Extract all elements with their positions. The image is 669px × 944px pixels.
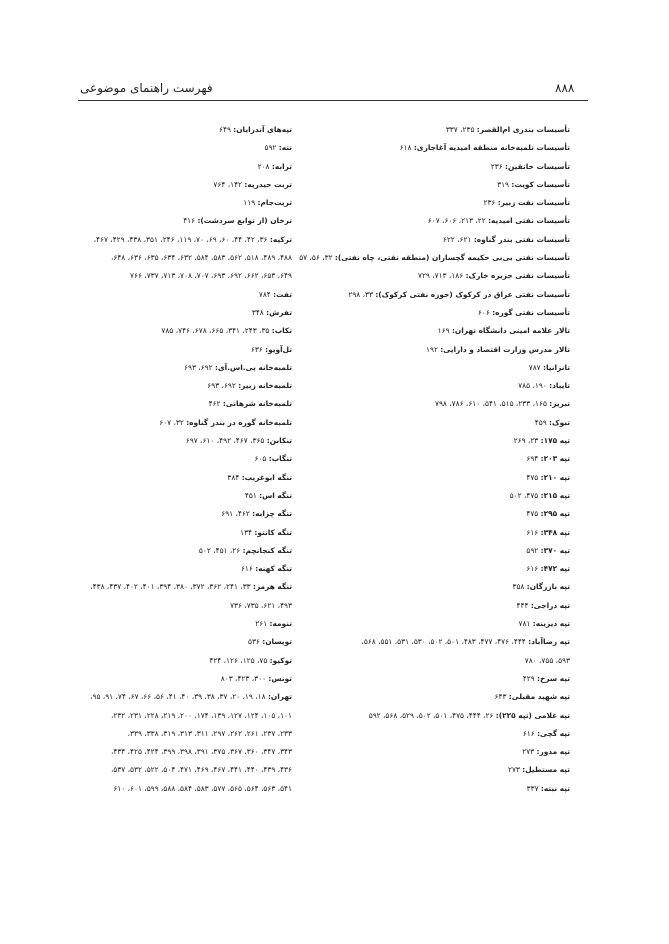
index-term: تپه ۲۹۵:: [540, 509, 570, 519]
index-term: تکاب:: [271, 326, 292, 336]
index-entry: [70, 780, 292, 798]
index-pages: ۳۶۵، ۴۶۷، ۴۹۲، ۶۱۰، ۶۹۷: [185, 436, 267, 446]
index-pages: ۶۹۲، ۶۹۳: [207, 381, 239, 391]
index-term: تلمبه‌خانه گوره در بندر گناوه:: [186, 417, 292, 427]
index-pages: ۶۰۶: [477, 307, 493, 317]
index-pages: ۵۹۲: [264, 143, 279, 153]
index-term: تلمبه‌خانه شرهانی:: [222, 399, 292, 409]
index-entry: [70, 432, 292, 450]
index-term: تنگه اس:: [259, 490, 292, 500]
index-term: تنگه کانتو:: [254, 527, 292, 537]
index-pages: ۶۴۹، ۶۵۳، ۶۶۲، ۶۹۲، ۶۹۳، ۷۰۷، ۷۰۸، ۷۱۳، ۷۳۷، ۷۶۶: [130, 271, 292, 281]
index-term: تنگه چزابه:: [252, 509, 292, 519]
index-pages: ۶۲۱، ۶۲۲: [442, 234, 474, 244]
index-entry: [338, 652, 570, 670]
index-entry: [338, 322, 570, 340]
index-pages: ۶۱۶: [522, 728, 538, 738]
index-term: تربت حیدریه:: [244, 179, 292, 189]
index-term: تنکابن:: [266, 436, 292, 446]
header-divider: [78, 100, 588, 101]
index-entry: [338, 176, 570, 194]
index-entry: [338, 578, 570, 596]
index-pages: ۶۱۶: [240, 564, 256, 574]
index-term: تهران:: [267, 692, 292, 702]
index-pages: ۴۲۹: [522, 673, 537, 683]
index-entry: [70, 341, 292, 359]
index-term: توکیو:: [269, 655, 292, 665]
index-entry: [70, 139, 292, 157]
index-term: تپه غلامی (تپه ۲۲۵):: [495, 710, 570, 720]
index-entry: [338, 158, 570, 176]
index-term: تویسان:: [262, 637, 292, 647]
index-entry: [70, 395, 292, 413]
index-entry: [338, 139, 570, 157]
index-term: تپه ۳۴۸:: [540, 527, 570, 537]
index-entry: [338, 212, 570, 230]
index-entry: [338, 615, 570, 633]
index-column-left: [70, 121, 292, 798]
index-entry: [338, 395, 570, 413]
index-pages: ۴۸۸، ۴۸۹، ۵۱۸، ۵۶۲، ۵۸۳، ۵۸۴، ۶۳۲، ۶۳۴، ۶۳۵، ۶۳۶، ۶۴۸،: [110, 253, 292, 263]
index-term: تأسیسات نفتی بی‌بی حکیمه گچساران (منطقه نفتی، چاه نفتی):: [334, 253, 570, 263]
index-pages: ۱۸، ۱۹، ۲۰، ۳۷، ۳۸، ۳۹، ۴۰، ۴۱، ۵۶، ۶۶، ۶۷، ۷۴، ۹۱، ۹۵،: [90, 692, 268, 702]
index-term: تالار علامه امینی دانشگاه تهران:: [451, 326, 570, 336]
index-entry: [70, 267, 292, 285]
index-entry: [70, 414, 292, 432]
index-entry: [70, 158, 292, 176]
index-entry: [70, 377, 292, 395]
index-term: تنگه کنجانچم:: [242, 545, 292, 555]
index-pages: ۳۲، ۶۰۷: [159, 417, 187, 427]
index-entry: [338, 505, 570, 523]
index-entry: [70, 542, 292, 560]
index-term: تپه مدور:: [536, 747, 570, 757]
index-pages: ۴۷۵، ۵۰۲: [509, 490, 541, 500]
index-pages: ۴۴۴، ۴۷۶، ۴۷۷، ۴۸۳، ۵۰۱، ۵۰۲، ۵۳۰، ۵۳۱، ۵۵۱، ۵۶۸،: [361, 637, 529, 647]
index-term: تپه نبته:: [540, 783, 570, 793]
index-entry: [70, 652, 292, 670]
index-pages: ۲۶۱: [255, 619, 270, 629]
index-pages: ۱۶۹: [437, 326, 452, 336]
index-pages: ۱۴۲، ۷۶۴: [213, 179, 245, 189]
index-pages: ۳۴۸: [251, 307, 267, 317]
index-pages: ۳۱۹: [497, 179, 512, 189]
index-entry: [70, 469, 292, 487]
index-term: تالار مدرس وزارت اقتصاد و دارایی:: [440, 344, 570, 354]
index-entry: [338, 432, 570, 450]
index-entry: [70, 597, 292, 615]
index-term: تپه شهید مقبلی:: [508, 692, 570, 702]
index-entry: [70, 176, 292, 194]
index-pages: ۱۳۴: [240, 527, 255, 537]
index-pages: ۴۹۳، ۶۲۱، ۷۳۵، ۷۳۶: [230, 600, 292, 610]
index-pages: ۲۲، ۲۱۳، ۶۰۶، ۶۰۷: [427, 216, 489, 226]
index-pages: ۵۳۶: [247, 637, 263, 647]
index-entry: [338, 761, 570, 779]
index-term: تأسیسات نفتی گوره:: [492, 307, 570, 317]
index-entry: [70, 487, 292, 505]
index-term: تپه مستطیل:: [522, 765, 570, 775]
index-entry: [338, 286, 570, 304]
index-term: تأسیسات کویت:: [511, 179, 570, 189]
index-pages: ۴۴۴: [516, 600, 531, 610]
index-term: تربت‌جام:: [257, 198, 292, 208]
index-term: تنگه ابوغریب:: [241, 472, 292, 482]
index-entry: [70, 761, 292, 779]
index-entry: [70, 633, 292, 651]
index-pages: ۶۴۳: [494, 692, 509, 702]
index-pages: ۱۶۵، ۲۳۳، ۵۱۵، ۵۴۱، ۶۱۰، ۷۸۶، ۷۹۸: [434, 399, 550, 409]
index-pages: ۲۳۳، ۲۳۷، ۲۶۱، ۲۶۲، ۲۹۷، ۳۱۱، ۳۱۳، ۳۱۹، ۳۳۸، ۳۳۹،: [127, 728, 292, 738]
index-entry: [338, 560, 570, 578]
index-entry: [70, 304, 292, 322]
index-term: تبریز:: [549, 399, 570, 409]
index-entry: [338, 341, 570, 359]
index-term: تپه دیزینه:: [532, 619, 570, 629]
index-pages: ۳۲، ۵۶، ۵۷: [299, 253, 335, 263]
index-pages: ۱۹۲: [426, 344, 441, 354]
index-pages: ۲۷۳: [507, 765, 523, 775]
index-column-right: [299, 121, 570, 798]
index-entry: [338, 231, 570, 249]
index-pages: ۲۳۶: [483, 198, 498, 208]
index-pages: ۳۳۷: [526, 783, 541, 793]
index-term: تایباد:: [549, 381, 570, 391]
index-term: تپه‌های آندرایان:: [233, 125, 292, 134]
index-pages: ۶۱۶: [526, 564, 541, 574]
index-pages: ۵۹۲: [526, 545, 541, 555]
index-pages: ۶۹۴: [526, 454, 541, 464]
index-entry: [338, 707, 570, 725]
index-entry: [70, 743, 292, 761]
index-pages: ۶۴۹: [219, 125, 234, 134]
index-pages: ۳۸۴: [227, 472, 242, 482]
index-pages: ۴۷۵: [526, 472, 541, 482]
index-entry: [338, 487, 570, 505]
index-entry: [338, 267, 570, 285]
index-entry: [70, 578, 292, 596]
index-term: تپه ۲۱۰:: [540, 472, 570, 482]
index-term: تلمبه‌خانه زبیر:: [238, 381, 292, 391]
index-pages: ۱۰۱، ۱۰۵، ۱۲۴، ۱۲۷، ۱۳۹، ۱۷۴، ۲۰۰، ۲۱۹، ۲۲۸، ۲۳۱، ۲۳۲،: [110, 710, 292, 720]
index-term: تأسیسات نفتی امیدیه:: [488, 216, 570, 226]
index-entry: [70, 359, 292, 377]
index-entry: [338, 670, 570, 688]
page-number: ۸۸۸: [555, 81, 575, 95]
index-term: تبوک:: [549, 417, 570, 427]
index-pages: ۳۳، ۲۴۱، ۳۶۲، ۳۷۲، ۳۸۰، ۳۹۴، ۴۰۱، ۴۰۲، ۴۳۷، ۴۳۸،: [90, 582, 253, 592]
index-entry: [70, 615, 292, 633]
index-pages: ۶۹۲، ۶۹۳: [184, 362, 215, 372]
index-term: تأسیسات تلمبه‌خانه منطقه امیدیه آغاجاری:: [413, 143, 570, 153]
index-pages: ۴۵۹: [534, 417, 550, 427]
index-term: تپه رضاآباد:: [528, 637, 570, 647]
index-entry: [338, 597, 570, 615]
index-entry: [338, 688, 570, 706]
index-term: تأسیسات خانقین:: [505, 161, 570, 171]
index-entry: [70, 212, 292, 230]
index-entry: [70, 249, 292, 267]
index-term: تپه ۴۷۲:: [540, 564, 570, 574]
index-entry: [70, 121, 292, 139]
index-entry: [70, 505, 292, 523]
index-entry: [70, 707, 292, 725]
index-term: ترابه:: [271, 161, 292, 171]
index-pages: ۳۵، ۲۴۳، ۳۴۱، ۶۶۵، ۶۷۸، ۷۴۶، ۷۸۵: [161, 326, 272, 336]
index-pages: ۵۴۱، ۵۶۳، ۵۶۴، ۵۶۵، ۵۷۷، ۵۸۳، ۵۸۴، ۵۸۸، ۵۹۹، ۶۰۱، ۶۱۰: [113, 783, 292, 793]
index-term: تپه ۲۰۳:: [540, 454, 570, 464]
index-pages: ۳۶، ۴۲، ۴۴، ۶۰، ۶۹، ۷۰، ۱۱۹، ۲۴۶، ۳۵۱، ۴۳۸، ۴۲۹، ۴۶۷،: [93, 234, 270, 244]
index-term: تپه دراجی:: [530, 600, 570, 610]
index-term: تأسیسات نفتی بندر گناوه:: [473, 234, 570, 244]
index-pages: ۷۸۴: [258, 289, 274, 299]
index-entry: [338, 121, 570, 139]
index-pages: ۲۳۶: [490, 161, 506, 171]
index-term: تفت:: [273, 289, 292, 299]
index-pages: ۴۶۲، ۶۹۱: [221, 509, 253, 519]
index-entry: [338, 780, 570, 798]
index-entry: [70, 322, 292, 340]
index-entry: [338, 359, 570, 377]
index-pages: ۳۴۳، ۳۴۷، ۳۶۰، ۳۶۷، ۳۷۵، ۳۹۱، ۳۹۸، ۳۹۹، ۴۲۴، ۴۲۵، ۴۳۴،: [110, 747, 292, 757]
index-term: ترکیه:: [269, 234, 292, 244]
index-term: تنگه هرمز:: [253, 582, 292, 592]
index-term: تپه سرخ:: [537, 673, 570, 683]
index-pages: ۴۳۶، ۴۳۹، ۴۴۰، ۴۴۱، ۴۶۷، ۴۶۹، ۴۷۱، ۵۰۴، ۵۲۲، ۵۳۲، ۵۳۷،: [110, 765, 292, 775]
index-term: تنگه کهنه:: [255, 564, 292, 574]
index-entry: [338, 304, 570, 322]
index-pages: ۶۰۵: [254, 454, 269, 464]
index-entry: [70, 725, 292, 743]
index-pages: ۶۱۸: [399, 143, 414, 153]
index-term: تنگاب:: [268, 454, 292, 464]
index-pages: ۳۵۸: [512, 582, 527, 592]
index-term: تانزانیا:: [543, 362, 570, 372]
index-term: تپه ۱۷۵:: [540, 436, 570, 446]
index-pages: ۷۵، ۱۲۵، ۱۲۶، ۴۲۴: [209, 655, 270, 665]
index-entry: [70, 194, 292, 212]
index-pages: ۴۵۱: [244, 490, 260, 500]
index-pages: ۲۰۸: [257, 161, 272, 171]
index-entry: [70, 670, 292, 688]
index-pages: ۷۸۷: [528, 362, 544, 372]
index-term: تل‌آویو:: [265, 344, 292, 354]
index-pages: ۲۳۵، ۳۳۷: [445, 125, 477, 134]
index-term: ترخان (از توابع سردشت):: [197, 216, 292, 226]
index-term: تونس:: [268, 673, 292, 683]
index-term: تنومه:: [269, 619, 292, 629]
index-pages: ۶۳۶: [250, 344, 266, 354]
index-term: تپه ۳۷۰:: [540, 545, 570, 555]
index-entry: [338, 524, 570, 542]
index-entry: [299, 249, 570, 267]
index-entry: [338, 743, 570, 761]
index-entry: [338, 725, 570, 743]
index-pages: ۴۷۵: [526, 509, 541, 519]
index-term: تأسیسات بندری ام‌القصر:: [476, 125, 570, 134]
index-pages: ۲۶، ۴۵۱، ۵۰۲: [198, 545, 243, 555]
index-pages: ۲۷۳: [522, 747, 537, 757]
index-pages: ۲۶، ۴۴۴، ۴۷۵، ۵۰۱، ۵۰۲، ۵۲۹، ۵۶۸، ۵۹۲: [368, 710, 496, 720]
index-term: تپه گچی:: [537, 728, 570, 738]
index-pages: ۴۱۶: [183, 216, 198, 226]
index-pages: ۱۱۹: [243, 198, 258, 208]
index-pages: ۱۸۶، ۷۱۳، ۷۲۹: [417, 271, 466, 281]
index-pages: ۳۳، ۲۹۸: [348, 289, 376, 299]
index-entry: [338, 542, 570, 560]
index-entry: [338, 194, 570, 212]
index-entry: [338, 377, 570, 395]
index-pages: ۶۱۶: [526, 527, 541, 537]
index-pages: ۲۳، ۲۶۹: [513, 436, 541, 446]
index-pages: ۳۰۰، ۴۲۳، ۸۰۳: [220, 673, 269, 683]
index-pages: ۷۸۱: [518, 619, 533, 629]
index-entry: [70, 450, 292, 468]
index-term: تأسیسات نفت زبیر:: [497, 198, 570, 208]
index-pages: ۵۹۳، ۷۵۵، ۷۸۰: [524, 655, 570, 665]
index-entry: [70, 286, 292, 304]
index-pages: ۴۶۲: [208, 399, 223, 409]
index-entry: [338, 414, 570, 432]
index-term: تأسیسات نفتی عراق در کرکوک (حوزه نفتی کرکوک):: [375, 289, 570, 299]
index-term: تته:: [278, 143, 292, 153]
index-entry: [338, 469, 570, 487]
index-entry: [70, 560, 292, 578]
index-term: تپه بازرگان:: [526, 582, 570, 592]
index-term: تفرش:: [266, 307, 292, 317]
page-title: فهرست راهنمای موضوعی: [80, 81, 213, 95]
index-term: تأسیسات نفتی جزیره خارک:: [465, 271, 570, 281]
index-term: تپه ۲۱۵:: [540, 490, 570, 500]
index-entry: [338, 450, 570, 468]
index-entry: [70, 524, 292, 542]
index-entry: [70, 688, 292, 706]
index-entry: [338, 633, 570, 651]
index-pages: ۱۹۰، ۷۸۵: [518, 381, 550, 391]
index-entry: [70, 231, 292, 249]
index-term: تلمبه‌خانه پی.اس.آی:: [214, 362, 292, 372]
